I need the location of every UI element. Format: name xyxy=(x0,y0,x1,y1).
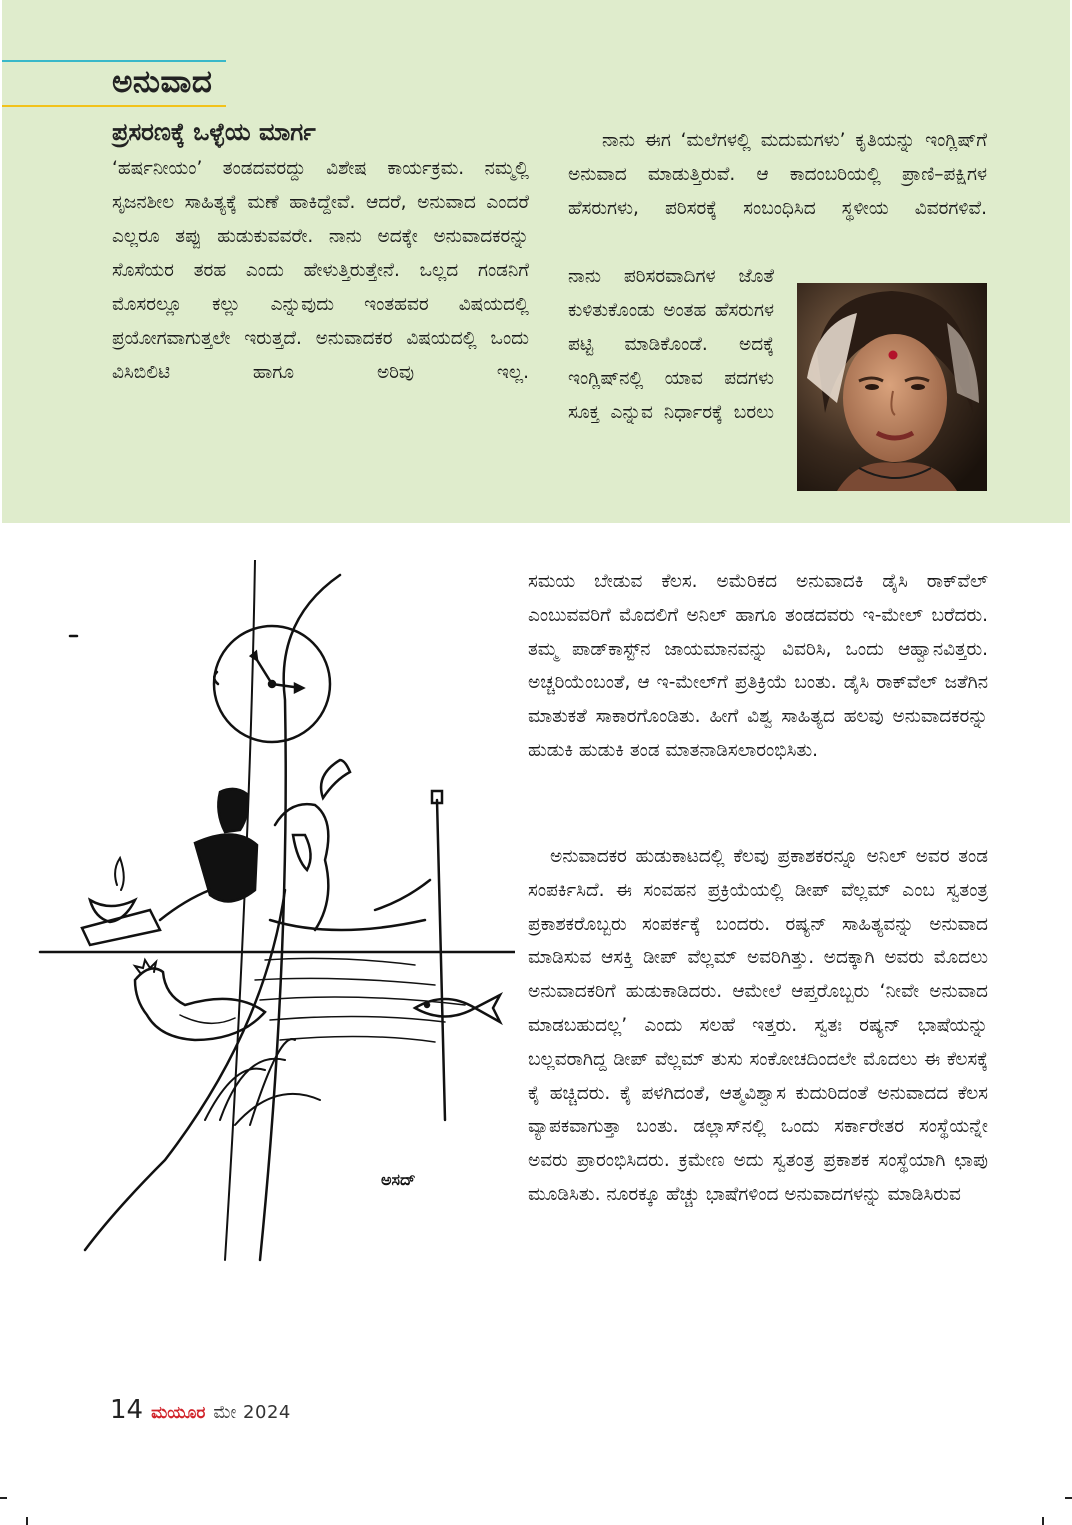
line-art-illustration xyxy=(35,560,515,1280)
sidebar-paragraph-left: ‘ಹರ್ಷನೀಯಂ’ ತಂಡದವರದ್ದು ವಿಶೇಷ ಕಾರ್ಯಕ್ರಮ. ನಮ್ಮಲ್ಲಿ ಸೃಜನಶೀಲ ಸಾಹಿತ್ಯಕ್ಕೆ ಮಣೆ ಹಾಕಿದ್ದೇವೆ. ಆದರೆ, ಅನುವಾದ ಎಂದರೆ ಎಲ್ಲರೂ ತಪ್ಪು ಹುಡುಕುವವರೇ. ನಾನು ಅದಕ್ಕೇ ಅನುವಾದಕರನ್ನು ಸೊಸೆಯರ ತರಹ ಎಂದು ಹೇಳುತ್ತಿರುತ್ತೇನೆ. ಒಲ್ಲದ ಗಂಡನಿಗೆ ಮೊಸರಲ್ಲೂ ಕಲ್ಲು ಎನ್ನುವುದು ಇಂತಹವರ ವಿಷಯದಲ್ಲಿ ಪ್ರಯೋಗವಾಗುತ್ತಲೇ ಇರುತ್ತದೆ. ಅನುವಾದಕರ ವಿಷಯದಲ್ಲಿ ಒಂದು ವಿಸಿಬಿಲಿಟಿ ಹಾಗೂ ಅರಿವು ಇಲ್ಲ. xyxy=(112,158,529,383)
author-photo xyxy=(797,283,987,491)
illustration-signature: ಅಸದ್ xyxy=(381,1170,416,1189)
page-number: 14 xyxy=(110,1395,144,1425)
accent-rule-cyan xyxy=(2,60,226,62)
body-paragraph-2: ಅನುವಾದಕರ ಹುಡುಕಾಟದಲ್ಲಿ ಕೆಲವು ಪ್ರಕಾಶಕರನ್ನೂ ಅನಿಲ್ ಅವರ ತಂಡ ಸಂಪರ್ಕಿಸಿದೆ. ಈ ಸಂವಹನ ಪ್ರಕ್ರಿಯೆಯಲ್ಲಿ ಡೀಪ್ ವೆಲ್ಲಮ್ ಎಂಬ ಸ್ವತಂತ್ರ ಪ್ರಕಾಶಕರೊಬ್ಬರು ಸಂಪರ್ಕಕ್ಕೆ ಬಂದರು. ರಷ್ಯನ್ ಸಾಹಿತ್ಯವನ್ನು ಅನುವಾದ ಮಾಡಿಸುವ ಆಸಕ್ತಿ ಡೀಪ್ ವೆಲ್ಲಮ್ ಅವರಿಗಿತ್ತು. ಅದಕ್ಕಾಗಿ ಅವರು ಮೊದಲು ಅನುವಾದಕರಿಗೆ ಹುಡುಕಾಡಿದರು. ಆಮೇಲೆ ಆಪ್ತರೊಬ್ಬರು ‘ನೀವೇ ಅನುವಾದ ಮಾಡಬಹುದಲ್ಲ’ ಎಂದು ಸಲಹೆ ಇತ್ತರು. ಸ್ವತಃ ರಷ್ಯನ್ ಭಾಷೆಯನ್ನು ಬಲ್ಲವರಾಗಿದ್ದ ಡೀಪ್ ವೆಲ್ಲಮ್ ತುಸು ಸಂಕೋಚದಿಂದಲೇ ಮೊದಲು ಈ ಕೆಲಸಕ್ಕೆ ಕೈ ಹಚ್ಚಿದರು. ಕೈ ಪಳಗಿದಂತೆ, ಆತ್ಮವಿಶ್ವಾಸ ಕುದುರಿದಂತೆ ಅನುವಾದದ ಕೆಲಸ ವ್ಯಾಪಕವಾಗುತ್ತಾ ಬಂತು. ಡಲ್ಲಾಸ್‌ನಲ್ಲಿ ಒಂದು ಸರ್ಕಾರೇತರ ಸಂಸ್ಥೆಯನ್ನೇ ಅವರು ಪ್ರಾರಂಭಿಸಿದರು. ಕ್ರಮೇಣ ಅದು ಸ್ವತಂತ್ರ ಪ್ರಕಾಶಕ ಸಂಸ್ಥೆಯಾಗಿ ಛಾಪು ಮೂಡಿಸಿತು. ನೂರಕ್ಕೂ ಹೆಚ್ಚು ಭಾಷೆಗಳಿಂದ ಅನುವಾದಗಳನ್ನು ಮಾಡಿಸಿರುವ xyxy=(528,846,988,1205)
crop-mark xyxy=(1065,1497,1072,1499)
issue-date: ಮೇ 2024 xyxy=(213,1402,291,1423)
page-footer xyxy=(110,1395,291,1425)
section-kicker: ಅನುವಾದ xyxy=(112,64,213,100)
magazine-logo: ಮಯೂರ xyxy=(151,1403,206,1423)
accent-rule-yellow xyxy=(2,105,226,107)
body-paragraph-1: ಸಮಯ ಬೇಡುವ ಕೆಲಸ. ಅಮೆರಿಕದ ಅನುವಾದಕಿ ಡೈಸಿ ರಾಕ್‌ವೆಲ್ ಎಂಬುವವರಿಗೆ ಮೊದಲಿಗೆ ಅನಿಲ್ ಹಾಗೂ ತಂಡದವರು ಇ-ಮೇಲ್ ಬರೆದರು. ತಮ್ಮ ಪಾಡ್‌ಕಾಸ್ಟ್‌ನ ಜಾಯಮಾನವನ್ನು ವಿವರಿಸಿ, ಒಂದು ಆಹ್ವಾನವಿತ್ತರು. ಅಚ್ಚರಿಯೆಂಬಂತೆ, ಆ ಇ-ಮೇಲ್‌ಗೆ ಪ್ರತಿಕ್ರಿಯೆ ಬಂತು. ಡೈಸಿ ರಾಕ್‌ವೆಲ್ ಜತೆಗಿನ ಮಾತುಕತೆ ಸಾಕಾರಗೊಂಡಿತು. ಹೀಗೆ ವಿಶ್ವ ಸಾಹಿತ್ಯದ ಹಲವು ಅನುವಾದಕರನ್ನು ಹುಡುಕಿ ಹುಡುಕಿ ತಂಡ ಮಾತನಾಡಿಸಲಾರಂಭಿಸಿತು. xyxy=(528,571,988,761)
sidebar-paragraph-right-top: ನಾನು ಈಗ ‘ಮಲೆಗಳಲ್ಲಿ ಮದುಮಗಳು’ ಕೃತಿಯನ್ನು ಇಂಗ್ಲಿಷ್‌ಗೆ ಅನುವಾದ ಮಾಡುತ್ತಿರುವೆ. ಆ ಕಾದಂಬರಿಯಲ್ಲಿ ಪ್ರಾಣಿ–ಪಕ್ಷಿಗಳ ಹೆಸರುಗಳು, ಪರಿಸರಕ್ಕೆ ಸಂಬಂಧಿಸಿದ ಸ್ಥಳೀಯ ವಿವರಗಳಿವೆ. xyxy=(568,130,987,219)
sidebar-subhead: ಪ್ರಸರಣಕ್ಕೆ ಒಳ್ಳೆಯ ಮಾರ್ಗ xyxy=(112,118,316,146)
crop-mark xyxy=(26,1517,28,1525)
sidebar-paragraph-right-wrap: ನಾನು ಪರಿಸರವಾದಿಗಳ ಜೊತೆ ಕುಳಿತುಕೊಂಡು ಅಂತಹ ಹೆಸರುಗಳ ಪಟ್ಟಿ ಮಾಡಿಕೊಂಡೆ. ಅದಕ್ಕೆ ಇಂಗ್ಲಿಷ್‌ನಲ್ಲಿ ಯಾವ ಪದಗಳು ಸೂಕ್ತ ಎನ್ನುವ ನಿರ್ಧಾರಕ್ಕೆ ಬರಲು xyxy=(568,266,774,423)
crop-mark xyxy=(1042,1517,1044,1525)
crop-mark xyxy=(0,1497,7,1499)
